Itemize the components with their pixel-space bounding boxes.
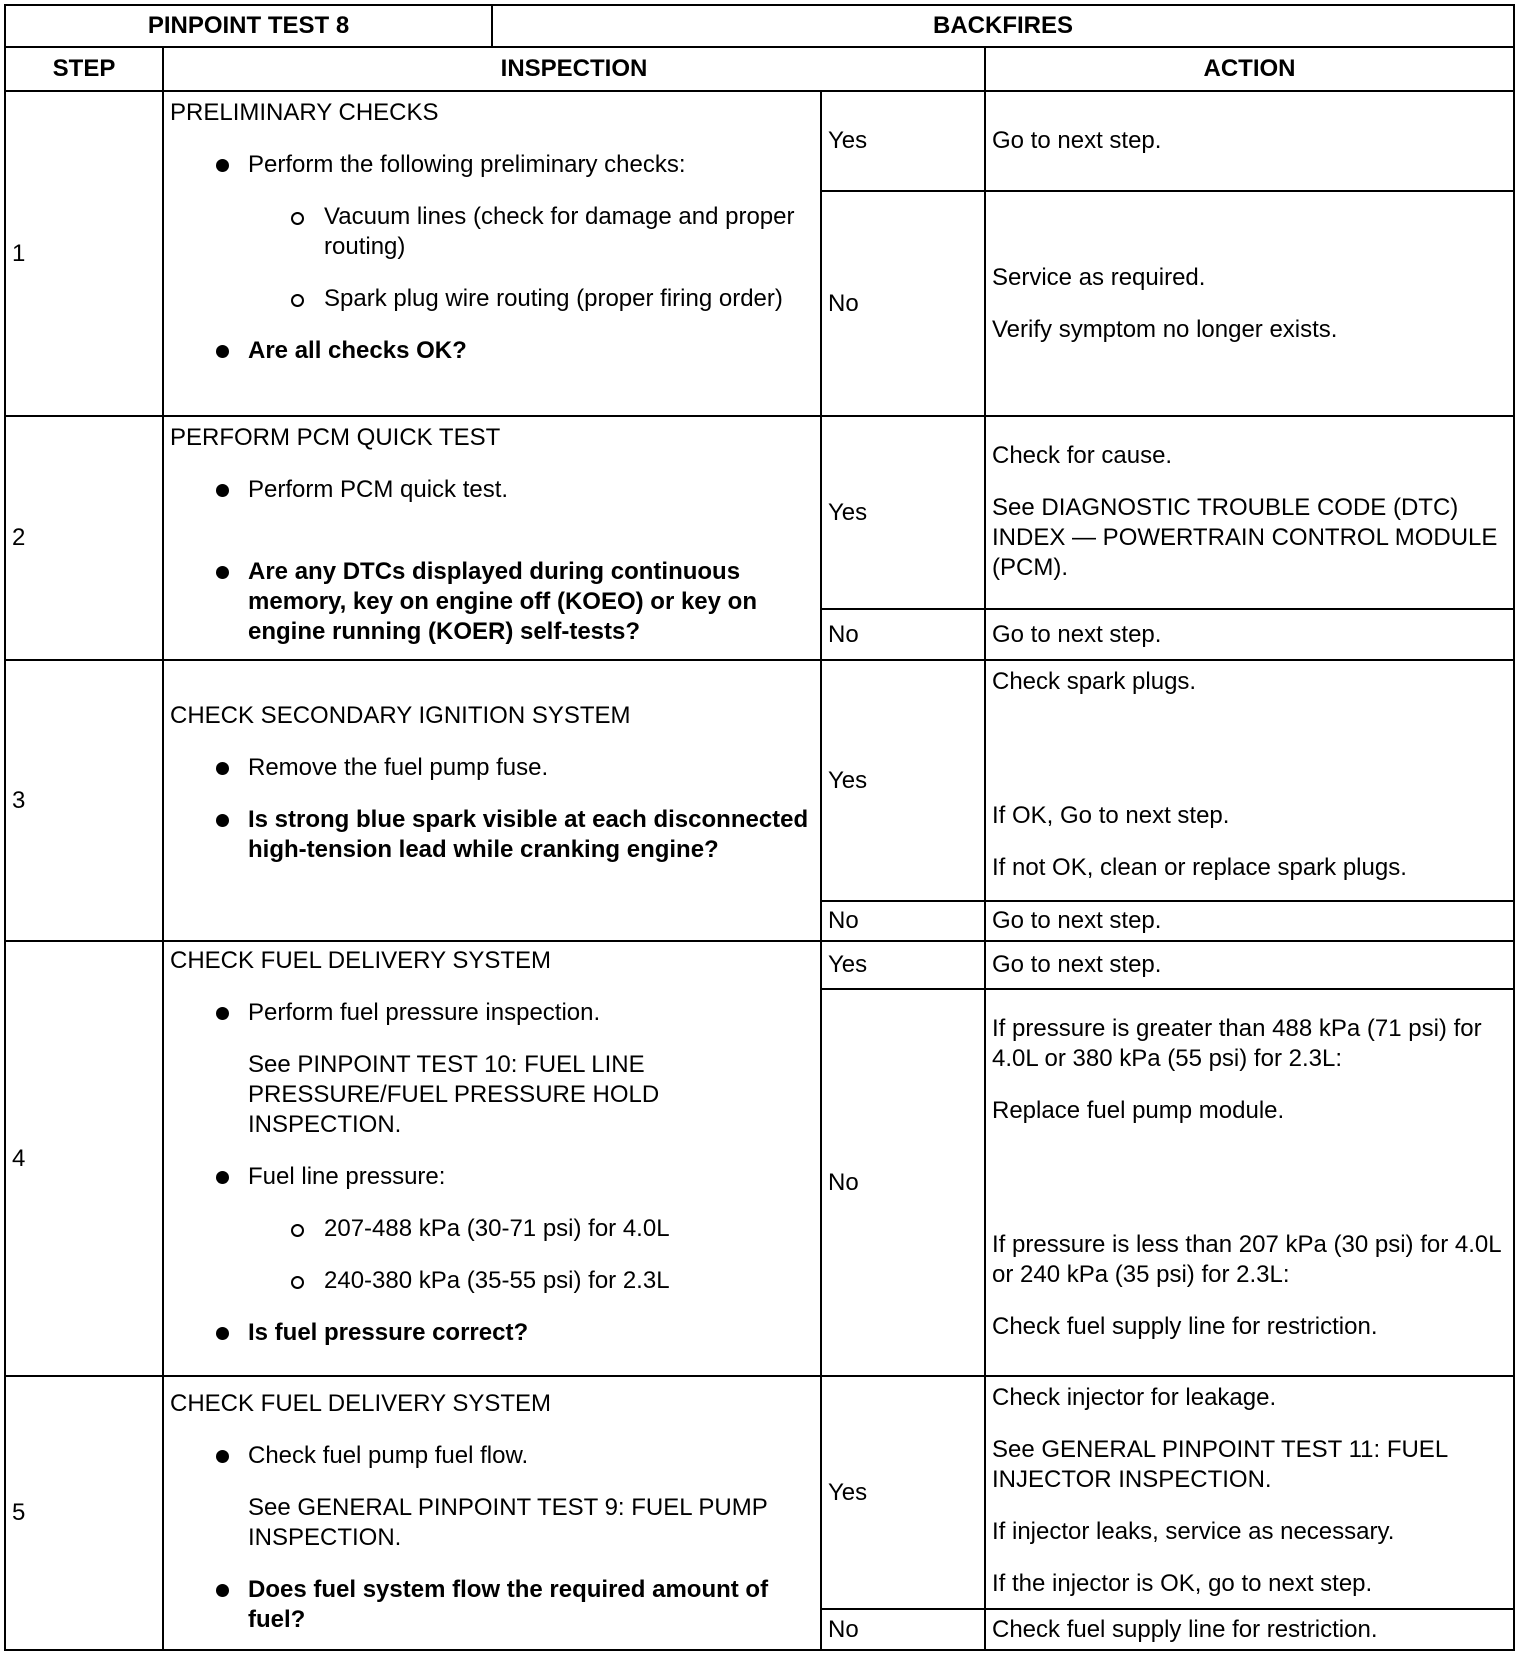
no-label-cell: No [820, 988, 986, 1377]
bullet-item: Perform PCM quick test. [170, 475, 814, 505]
bullet-item: Fuel line pressure: [170, 1162, 814, 1192]
step-question: Are all checks OK? [170, 336, 814, 366]
step-question: Is strong blue spark visible at each disconnected high-tension lead while cranking engine? [170, 805, 814, 865]
sub-bullet-item: 240-380 kPa (35-55 psi) for 2.3L [170, 1266, 814, 1296]
step-number: 1 [12, 239, 26, 267]
bullet-item: Perform the following preliminary checks: [170, 150, 814, 180]
step-number-cell [4, 90, 164, 417]
no-action-cell: If pressure is greater than 488 kPa (71 psi) for 4.0L or 380 kPa (55 psi) for 2.3L: Replace fuel pump module. If pressure is less than 207 kPa (30 psi) for 4.0L or 240 kPa (35 psi) for 2.3L: Check fuel supply line for restriction. [984, 988, 1515, 1377]
step-number-cell [4, 940, 164, 1377]
reference-note: See PINPOINT TEST 10: FUEL LINE PRESSURE/FUEL PRESSURE HOLD INSPECTION. [248, 1051, 660, 1138]
inspection-cell [162, 940, 822, 1377]
sub-bullet-item: 207-488 kPa (30-71 psi) for 4.0L [170, 1214, 814, 1244]
no-label-cell: No [820, 608, 986, 661]
bullet-item: Remove the fuel pump fuse. [170, 753, 814, 783]
no-action-cell: Go to next step. [984, 608, 1515, 661]
step-number: 5 [12, 1499, 26, 1526]
no-label-cell: No [820, 900, 986, 942]
test-title: PINPOINT TEST 8 [147, 12, 350, 39]
yes-action-cell: Check injector for leakage. See GENERAL PINPOINT TEST 11: FUEL INJECTOR INSPECTION. If injector leaks, service as necessary. If the injector is OK, go to next step. [984, 1375, 1515, 1610]
symptom-title: BACKFIRES [932, 12, 1073, 39]
test-title-cell [4, 4, 493, 48]
no-label-cell: No [820, 190, 986, 417]
step-number: 4 [12, 1144, 26, 1172]
step-title: CHECK SECONDARY IGNITION SYSTEM [170, 702, 631, 729]
inspection-cell [162, 659, 822, 942]
yes-label-cell: Yes [820, 415, 986, 610]
bullet-item: Check fuel pump fuel flow. [170, 1441, 814, 1471]
yes-label-cell: Yes [820, 659, 986, 902]
step-number-cell [4, 1375, 164, 1651]
inspection-cell [162, 1375, 822, 1651]
no-action-cell: Service as required. Verify symptom no longer exists. [984, 190, 1515, 417]
yes-action-cell: Check for cause. See DIAGNOSTIC TROUBLE CODE (DTC) INDEX — POWERTRAIN CONTROL MODULE (PCM). [984, 415, 1515, 610]
yes-action-cell: Go to next step. [984, 940, 1515, 990]
no-label-cell: No [820, 1608, 986, 1651]
yes-label-cell: Yes [820, 90, 986, 192]
inspection-cell [162, 415, 822, 661]
yes-action-cell: Check spark plugs. If OK, Go to next step. If not OK, clean or replace spark plugs. [984, 659, 1515, 902]
reference-note: See GENERAL PINPOINT TEST 9: FUEL PUMP INSPECTION. [248, 1494, 768, 1551]
sub-bullet-item: Spark plug wire routing (proper firing order) [170, 284, 814, 314]
step-title: CHECK FUEL DELIVERY SYSTEM [170, 947, 551, 974]
step-question: Does fuel system flow the required amount of fuel? [170, 1575, 814, 1635]
yes-action-cell: Go to next step. [984, 90, 1515, 192]
no-action-cell: Go to next step. [984, 900, 1515, 942]
bullet-item: Perform fuel pressure inspection. [170, 998, 814, 1028]
inspection-cell [162, 90, 822, 417]
step-question: Are any DTCs displayed during continuous memory, key on engine off (KOEO) or key on engine running (KOER) self-tests? [170, 557, 814, 647]
symptom-cell [491, 4, 1515, 48]
step-title: PRELIMINARY CHECKS [170, 99, 439, 126]
yes-label-cell: Yes [820, 1375, 986, 1610]
step-number: 2 [12, 524, 26, 551]
col-step-header: STEP [4, 46, 164, 92]
no-action-cell: Check fuel supply line for restriction. [984, 1608, 1515, 1651]
col-inspection-header: INSPECTION [162, 46, 986, 92]
step-number: 3 [12, 786, 26, 814]
step-number-cell [4, 659, 164, 942]
step-title: PERFORM PCM QUICK TEST [170, 424, 501, 451]
step-number-cell [4, 415, 164, 661]
step-question: Is fuel pressure correct? [170, 1318, 814, 1348]
step-title: CHECK FUEL DELIVERY SYSTEM [170, 1390, 551, 1417]
col-action-header: ACTION [984, 46, 1515, 92]
yes-label-cell: Yes [820, 940, 986, 990]
sub-bullet-item: Vacuum lines (check for damage and proper routing) [170, 202, 814, 262]
